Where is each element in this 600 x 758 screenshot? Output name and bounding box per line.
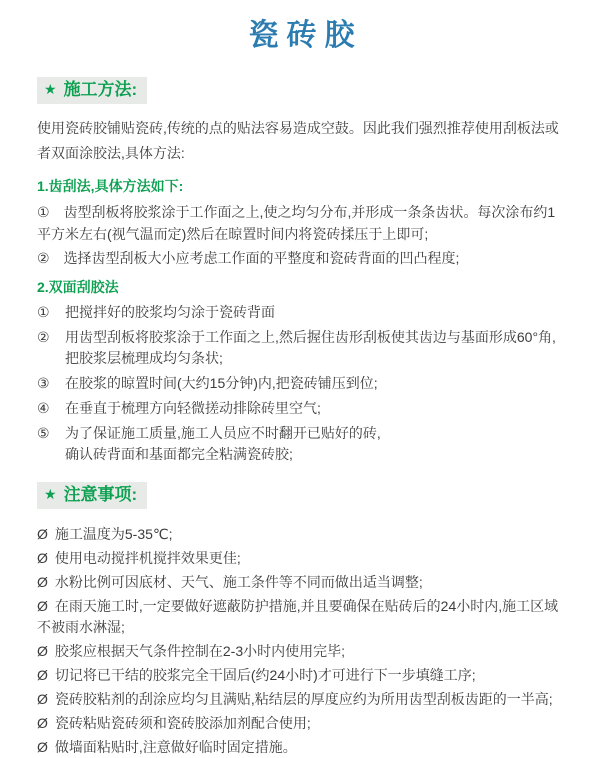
list-item: [37, 373, 566, 394]
subsection-heading-double-sided: 2.双面刮胶法: [37, 279, 119, 295]
section-notes: [37, 482, 566, 509]
item-number: ②: [37, 250, 50, 266]
item-line: 在胶浆的晾置时间(大约15分钟)内,把瓷砖铺压到位;: [65, 375, 378, 391]
list-item: [37, 689, 566, 710]
list-item: [37, 713, 566, 734]
star-icon: ★: [44, 486, 57, 502]
bullet-icon: Ø: [37, 715, 48, 731]
item-number: ④: [37, 400, 50, 416]
item-text: 在雨天施工时,一定要做好遮蔽防护措施,并且要确保在贴砖后的24小时内,施工区域不被雨水淋湿;: [37, 598, 559, 635]
list-item: [37, 247, 566, 269]
list-item: [37, 302, 566, 323]
document-page: [0, 18, 600, 758]
bullet-icon: Ø: [37, 691, 48, 707]
item-text: 齿型刮板将胶浆涂于工作面之上,使之均匀分布,并形成一条条齿状。每次涂布约1平方米左右(视气温而定)然后在晾置时间内将瓷砖揉压于上即可;: [37, 204, 556, 242]
item-text: 胶浆应根据天气条件控制在2-3小时内使用完毕;: [54, 643, 346, 659]
list-item: [37, 548, 566, 569]
page-title: 瓷砖胶: [248, 19, 363, 52]
bullet-icon: Ø: [37, 667, 48, 683]
item-line: 在垂直于梳理方向轻微搓动排除砖里空气;: [65, 400, 321, 416]
subsection-heading-toothed-trowel: 1.齿刮法,具体方法如下:: [37, 178, 184, 194]
bullet-icon: Ø: [37, 598, 48, 614]
item-text: 做墙面粘贴时,注意做好临时固定措施。: [54, 739, 297, 755]
item-line: 确认砖背面和基面都完全粘满瓷砖胶;: [65, 446, 293, 462]
list-item: [37, 665, 566, 686]
section-header-method-label: 施工方法:: [63, 80, 138, 99]
item-number: ⑤: [37, 425, 50, 441]
item-number: ③: [37, 375, 50, 391]
bullet-icon: Ø: [37, 526, 48, 542]
item-number: ①: [37, 204, 50, 220]
section-header-notes-label: 注意事项:: [63, 485, 138, 504]
section-header-notes: [37, 482, 147, 509]
section-header-method: [37, 77, 147, 104]
bullet-icon: Ø: [37, 574, 48, 590]
item-text: [65, 423, 566, 465]
method-intro-paragraph: 使用瓷砖胶铺贴瓷砖,传统的点的贴法容易造成空鼓。因此我们强烈推荐使用刮板法或者双面涂胶法,具体方法:: [37, 120, 559, 161]
list-item: [37, 398, 566, 419]
item-text: 施工温度为5-35℃;: [54, 526, 173, 542]
section-method: [37, 77, 566, 104]
item-text: 瓷砖胶粘剂的刮涂应均匀且满贴,粘结层的厚度应约为所用齿型刮板齿距的一半高;: [54, 691, 553, 707]
list-item: [37, 327, 566, 369]
bullet-icon: Ø: [37, 550, 48, 566]
item-number: ①: [37, 304, 50, 320]
list-item: [37, 572, 566, 593]
list-item: [37, 641, 566, 662]
item-text: [65, 327, 566, 369]
list-item: [37, 737, 566, 758]
list-item: [37, 524, 566, 545]
item-text: 瓷砖粘贴瓷砖须和瓷砖胶添加剂配合使用;: [54, 715, 311, 731]
bullet-icon: Ø: [37, 643, 48, 659]
item-text: [65, 302, 566, 323]
item-text: [65, 373, 566, 394]
list-item: [37, 201, 566, 245]
item-line: 把搅拌好的胶浆均匀涂于瓷砖背面: [65, 304, 275, 320]
item-text: 水粉比例可因底材、天气、施工条件等不同而做出适当调整;: [54, 574, 423, 590]
item-line: 用齿型刮板将胶浆涂于工作面之上,然后握住齿形刮板使其齿边与基面形成60°角,: [65, 329, 556, 345]
star-icon: ★: [44, 81, 57, 97]
item-text: [65, 398, 566, 419]
item-text: 选择齿型刮板大小应考虑工作面的平整度和瓷砖背面的凹凸程度;: [63, 250, 460, 266]
item-line: 把胶浆层梳理成均匀条状;: [65, 350, 223, 366]
item-number: ②: [37, 329, 50, 345]
bullet-icon: Ø: [37, 739, 48, 755]
item-text: 切记将已干结的胶浆完全干固后(约24小时)才可进行下一步填缝工序;: [54, 667, 476, 683]
item-line: 为了保证施工质量,施工人员应不时翻开已贴好的砖,: [65, 425, 381, 441]
list-item: [37, 423, 566, 465]
list-item: [37, 596, 566, 638]
notes-list: [37, 524, 566, 758]
item-text: 使用电动搅拌机搅拌效果更佳;: [54, 550, 241, 566]
